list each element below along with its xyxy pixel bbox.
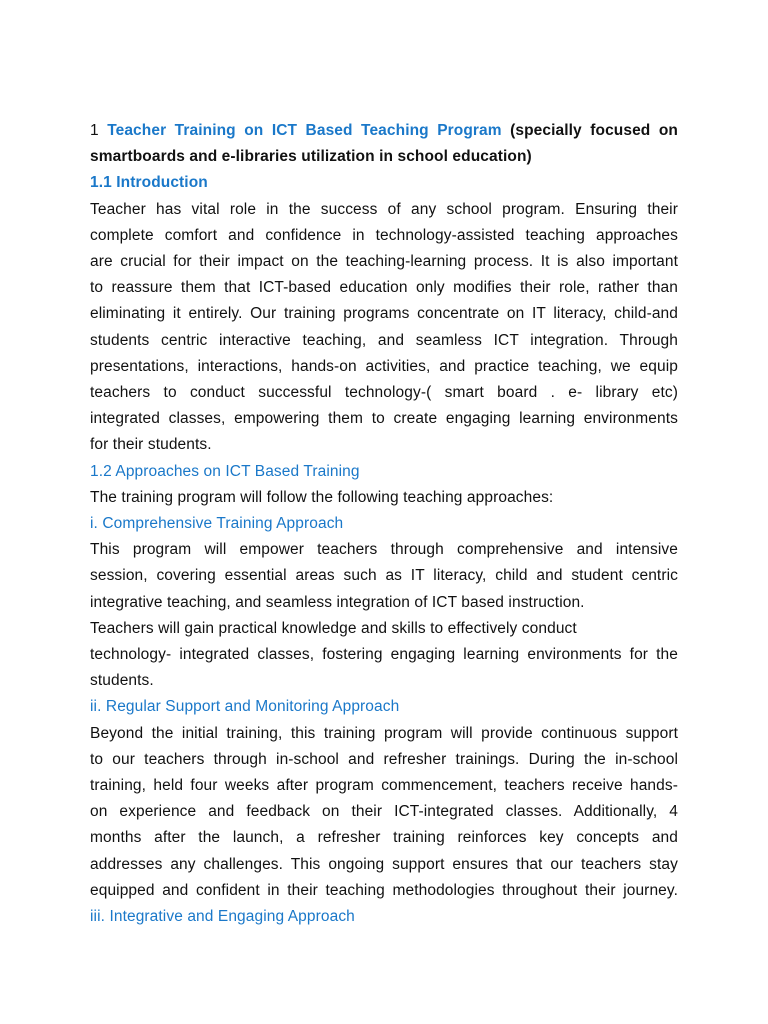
paragraph-line: equipped and confident in their teaching methodologies throughout their journey.: [90, 881, 678, 899]
approaches-intro: The training program will follow the following teaching approaches:: [90, 488, 554, 506]
paragraph-line: This program will empower teachers through comprehensive and intensive: [90, 541, 678, 559]
paragraph-line: eliminating it entirely. Our training programs concentrate on IT literacy, child-and: [90, 305, 678, 323]
paragraph-line: students.: [90, 672, 154, 690]
document-subtitle-part1: (specially focused on: [510, 122, 678, 139]
subheading-comprehensive-training: i. Comprehensive Training Approach: [90, 515, 344, 533]
paragraph-line: students centric interactive teaching, and seamless ICT integration. Through: [90, 331, 678, 349]
paragraph-line: on experience and feedback on their ICT-integrated classes. Additionally, 4: [90, 803, 678, 821]
paragraph-line: Teacher has vital role in the success of any school program. Ensuring their: [90, 200, 678, 218]
document-page: [90, 118, 678, 930]
paragraph-line: integrated classes, empowering them to create engaging learning environments: [90, 410, 678, 428]
paragraph-line: Beyond the initial training, this training program will provide continuous support: [90, 724, 678, 742]
paragraph-line: are crucial for their impact on the teaching-learning process. It is also important: [90, 253, 678, 271]
paragraph-line: to reassure them that ICT-based education only modifies their role, rather than: [90, 279, 678, 297]
paragraph-line: for their students.: [90, 436, 212, 454]
section-heading-introduction: 1.1 Introduction: [90, 174, 208, 192]
document-subtitle-part2: smartboards and e-libraries utilization in school education): [90, 148, 532, 166]
paragraph-line: months after the launch, a refresher training reinforces key concepts and: [90, 829, 678, 847]
title-number: 1: [90, 122, 99, 139]
document-title: Teacher Training on ICT Based Teaching Program: [107, 122, 502, 139]
paragraph-line: integrative teaching, and seamless integration of ICT based instruction.: [90, 593, 585, 611]
subheading-regular-support: ii. Regular Support and Monitoring Approach: [90, 698, 400, 716]
paragraph-line: presentations, interactions, hands-on activities, and practice teaching, we equip: [90, 357, 678, 375]
introduction-paragraph: [90, 197, 678, 459]
paragraph-line: addresses any challenges. This ongoing support ensures that our teachers stay: [90, 855, 678, 873]
paragraph-line: complete comfort and confidence in technology-assisted teaching approaches: [90, 226, 678, 244]
document-title-line: [90, 118, 678, 144]
paragraph-line: to our teachers through in-school and refresher trainings. During the in-school: [90, 750, 678, 768]
paragraph-line: teachers to conduct successful technology-( smart board . e- library etc): [90, 384, 678, 402]
paragraph-line: training, held four weeks after program commencement, teachers receive hands-: [90, 777, 678, 795]
comprehensive-training-paragraph: [90, 537, 678, 694]
regular-support-paragraph: [90, 721, 678, 904]
paragraph-line: technology- integrated classes, fostering engaging learning environments for the: [90, 646, 678, 664]
subheading-integrative-engaging: iii. Integrative and Engaging Approach: [90, 908, 355, 926]
paragraph-line: Teachers will gain practical knowledge and skills to effectively conduct: [90, 619, 577, 637]
paragraph-line: session, covering essential areas such as IT literacy, child and student centric: [90, 567, 678, 585]
section-heading-approaches: 1.2 Approaches on ICT Based Training: [90, 462, 360, 480]
